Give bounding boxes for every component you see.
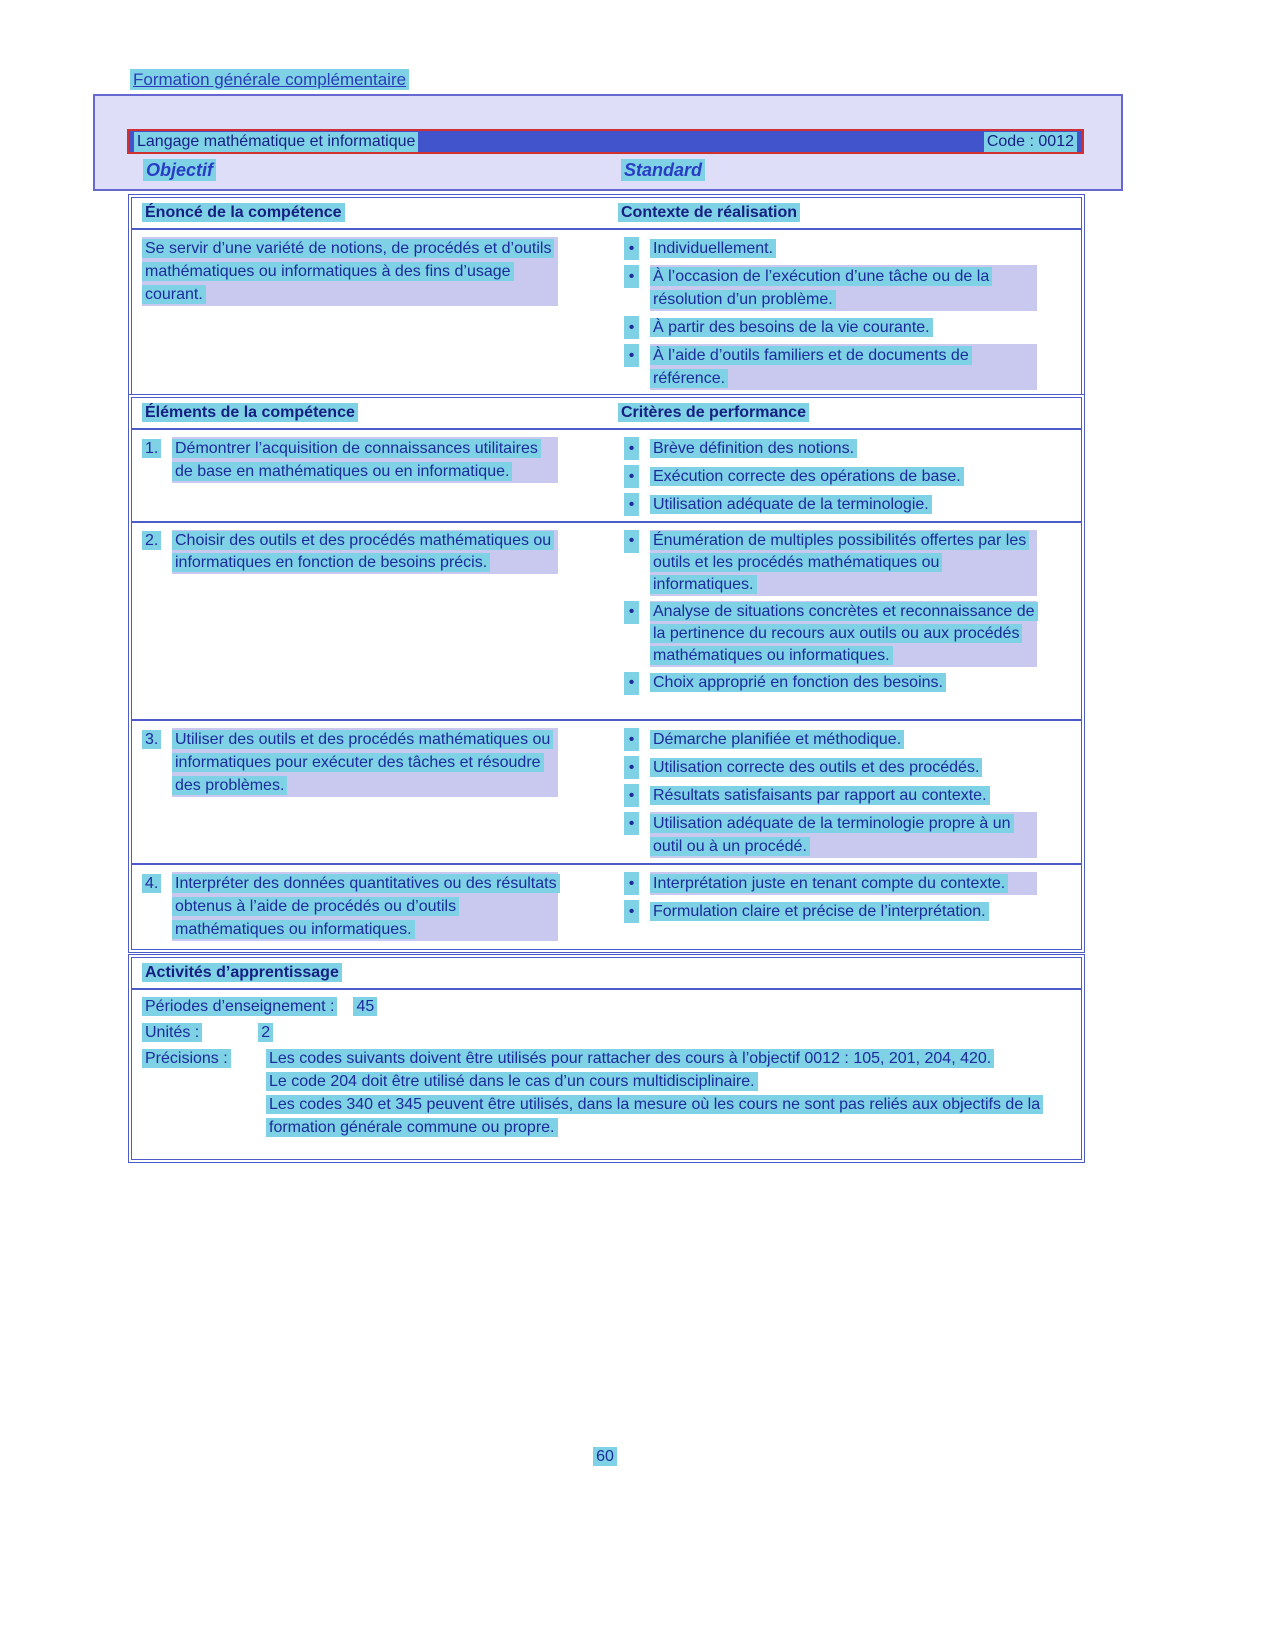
elements-table-header <box>132 398 1081 430</box>
course-title-bar <box>127 129 1084 154</box>
criteria-list <box>614 726 1081 860</box>
element-cell <box>132 726 614 860</box>
element-row-4 <box>132 865 1081 949</box>
precision-line <box>266 1070 1061 1093</box>
item-number <box>142 530 172 574</box>
element-cell <box>132 528 614 716</box>
periodes-label: Périodes d’enseignement : <box>142 997 337 1016</box>
criterion-text: Exécution correcte des opérations de base. <box>650 467 964 486</box>
item-number-text: 3. <box>142 730 161 749</box>
objectif-label-text: Objectif <box>143 159 216 181</box>
criterion-text: Utilisation adéquate de la terminologie. <box>650 495 932 514</box>
competence-row <box>132 230 1081 395</box>
criterion-text: Résultats satisfaisants par rapport au contexte. <box>650 786 990 805</box>
bullet-item <box>618 601 1037 667</box>
bullet-item <box>618 728 1037 751</box>
bullet-item <box>618 316 1037 339</box>
criterion-text: Utilisation adéquate de la terminologie propre à un outil ou à un procédé. <box>650 814 1014 856</box>
item-number-text: 2. <box>142 531 161 550</box>
item-text: Choisir des outils et des procédés mathématiques ou informatiques en fonction de besoins précis. <box>172 531 554 572</box>
bullet-text: À l’aide d’outils familiers et de documents de référence. <box>650 346 972 388</box>
bullet-text: Individuellement. <box>650 239 776 258</box>
precisions-field <box>142 1047 1061 1139</box>
bullet-item <box>618 900 1037 923</box>
criteria-list <box>614 435 1081 518</box>
criterion-text: Analyse de situations concrètes et reconnaissance de la pertinence du recours aux outils ou aux procédés mathématiques ou informatiques. <box>650 602 1038 665</box>
competence-statement-text: Se servir d’une variété de notions, de procédés et d’outils mathématiques ou informatiques à des fins d’usage courant. <box>142 239 554 304</box>
item-number-text: 4. <box>142 874 161 893</box>
precisions-label <box>142 1047 266 1139</box>
element-cell <box>132 435 614 518</box>
competence-table-header <box>132 198 1081 230</box>
numbered-item <box>142 872 558 941</box>
criteria-list <box>614 870 1081 946</box>
criteres-header <box>614 401 1081 424</box>
bullet-item <box>618 493 1037 516</box>
objective-header-box <box>93 94 1123 191</box>
bullet-item <box>618 237 1037 260</box>
contexte-list <box>614 235 1081 392</box>
numbered-item <box>142 437 558 483</box>
course-title: Langage mathématique et informatique <box>134 132 418 152</box>
bullet-item <box>618 437 1037 460</box>
periodes-field <box>142 995 1061 1018</box>
bullet-item <box>618 672 1037 695</box>
bullet-item <box>618 265 1037 311</box>
section-title-text: Formation générale complémentaire <box>130 69 409 90</box>
elements-table <box>128 394 1085 953</box>
criterion-text: Utilisation correcte des outils et des procédés. <box>650 758 982 777</box>
unites-label: Unités : <box>142 1023 202 1042</box>
criterion-text: Brève définition des notions. <box>650 439 857 458</box>
precision-line-text: Les codes 340 et 345 peuvent être utilisés, dans la mesure où les cours ne sont pas reliés aux objectifs de la formation générale commune ou propre. <box>266 1095 1043 1137</box>
precision-line <box>266 1047 1061 1070</box>
elements-header-text: Éléments de la compétence <box>142 403 358 422</box>
competence-table <box>128 194 1085 399</box>
competence-statement-cell <box>132 235 614 392</box>
activites-header <box>132 958 1081 990</box>
item-text-block <box>172 530 558 574</box>
item-text-block <box>172 872 558 941</box>
precision-line <box>266 1093 1061 1139</box>
criterion-text: Choix approprié en fonction des besoins. <box>650 673 946 692</box>
item-text: Utiliser des outils et des procédés mathématiques ou informatiques pour exécuter des tâches et résoudre des problèmes. <box>172 730 553 795</box>
item-number <box>142 437 172 483</box>
course-code: Code : 0012 <box>984 132 1077 152</box>
item-number-text: 1. <box>142 439 161 458</box>
criterion-text: Énumération de multiples possibilités offertes par les outils et les procédés mathématiques ou informatiques. <box>650 531 1029 594</box>
bullet-text: À partir des besoins de la vie courante. <box>650 318 933 337</box>
activites-table <box>128 954 1085 1163</box>
enonce-header-text: Énoncé de la compétence <box>142 203 345 222</box>
bullet-item <box>618 812 1037 858</box>
bullet-item <box>618 465 1037 488</box>
element-row-1 <box>132 430 1081 523</box>
criterion-text: Formulation claire et précise de l’interprétation. <box>650 902 989 921</box>
page-number-text: 60 <box>593 1447 617 1466</box>
element-row-2 <box>132 523 1081 721</box>
bullet-item <box>618 344 1037 390</box>
activites-body <box>132 990 1081 1149</box>
bullet-item <box>618 530 1037 596</box>
element-row-3 <box>132 721 1081 865</box>
item-number <box>142 728 172 797</box>
competence-statement <box>142 237 558 306</box>
criteres-header-text: Critères de performance <box>618 403 809 422</box>
item-text-block <box>172 437 558 483</box>
contexte-header <box>614 201 1081 224</box>
bullet-text: À l’occasion de l’exécution d’une tâche ou de la résolution d’un problème. <box>650 267 992 309</box>
precisions-label-text: Précisions : <box>142 1049 231 1068</box>
element-cell <box>132 870 614 946</box>
numbered-item <box>142 728 558 797</box>
item-text: Démontrer l’acquisition de connaissances utilitaires de base en mathématiques ou en informatique. <box>172 439 541 481</box>
unites-field <box>142 1021 1061 1044</box>
criterion-text: Interprétation juste en tenant compte du contexte. <box>650 874 1008 893</box>
numbered-item <box>142 530 558 574</box>
objectif-label <box>143 160 216 181</box>
activites-header-text: Activités d’apprentissage <box>142 963 342 982</box>
contexte-header-text: Contexte de réalisation <box>618 203 800 222</box>
precisions-text <box>266 1047 1061 1139</box>
bullet-item <box>618 872 1037 895</box>
bullet-item <box>618 784 1037 807</box>
item-number <box>142 872 172 941</box>
enonce-header <box>132 201 614 224</box>
standard-label-text: Standard <box>621 159 705 181</box>
precision-line-text: Le code 204 doit être utilisé dans le cas d’un cours multidisciplinaire. <box>266 1072 758 1091</box>
item-text-block <box>172 728 558 797</box>
section-title <box>130 70 409 90</box>
bullet-item <box>618 756 1037 779</box>
criteria-list <box>614 528 1081 716</box>
standard-label <box>621 160 705 181</box>
criterion-text: Démarche planifiée et méthodique. <box>650 730 904 749</box>
periodes-value: 45 <box>353 997 377 1016</box>
elements-header <box>132 401 614 424</box>
unites-value: 2 <box>258 1023 273 1042</box>
precision-line-text: Les codes suivants doivent être utilisés pour rattacher des cours à l’objectif 0012 : 105, 201, 204, 420. <box>266 1049 994 1068</box>
item-text: Interpréter des données quantitatives ou des résultats obtenus à l’aide de procédés ou d’outils mathématiques ou informatiques. <box>172 874 560 939</box>
page-number <box>0 1448 1210 1466</box>
